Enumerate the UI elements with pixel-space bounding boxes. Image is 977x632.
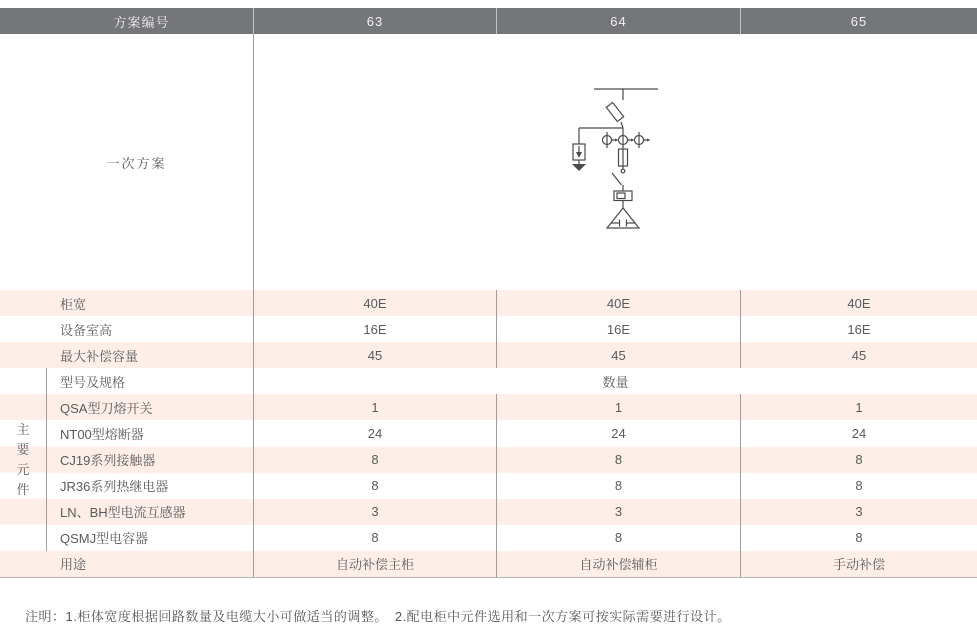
row-label-model-spec: 型号及规格 bbox=[47, 368, 253, 394]
cell-value: 3 bbox=[496, 499, 740, 525]
primary-scheme-label: 一次方案 bbox=[0, 34, 253, 290]
row-label-cabinet-width: 柜宽 bbox=[0, 290, 253, 316]
row-label-knife-fuse-switch: QSA型刀熔开关 bbox=[47, 394, 253, 420]
fuse-icon bbox=[619, 149, 628, 169]
cell-value: 40E bbox=[740, 290, 977, 316]
cell-value: 8 bbox=[253, 447, 496, 473]
row-label-equipment-room-height: 设备室高 bbox=[0, 316, 253, 342]
row-label-current-transformer: LN、BH型电流互感器 bbox=[47, 499, 253, 525]
cell-value: 8 bbox=[253, 525, 496, 551]
cell-value: 8 bbox=[740, 473, 977, 499]
footnote: 注明：1.柜体宽度根据回路数量及电缆大小可做适当的调整。 2.配电柜中元件选用和一次方案可按实际需要进行设计。 bbox=[25, 609, 731, 624]
surge-arrester-icon bbox=[573, 144, 585, 160]
scheme-number-header: 方案编号 bbox=[0, 8, 253, 34]
capacitor-delta-icon bbox=[607, 208, 639, 228]
group-label-char: 件 bbox=[16, 481, 30, 497]
cell-value: 8 bbox=[496, 525, 740, 551]
scheme-table bbox=[0, 8, 977, 578]
cell-value: 1 bbox=[253, 394, 496, 420]
scheme-63-header: 63 bbox=[253, 8, 496, 34]
current-transformer-icon bbox=[603, 132, 619, 148]
cell-value: 45 bbox=[740, 342, 977, 368]
cell-value: 45 bbox=[496, 342, 740, 368]
cell-value: 16E bbox=[253, 316, 496, 342]
ground-icon bbox=[572, 160, 586, 171]
row-label-thermal-relay: JR36系列热继电器 bbox=[47, 473, 253, 499]
cell-value: 8 bbox=[740, 447, 977, 473]
cell-value: 自动补偿辅柜 bbox=[496, 551, 740, 577]
cell-value: 3 bbox=[253, 499, 496, 525]
cell-value: 3 bbox=[740, 499, 977, 525]
group-label-char: 要 bbox=[16, 441, 30, 457]
group-label-main-components bbox=[0, 368, 47, 551]
cell-value: 8 bbox=[496, 447, 740, 473]
cell-value: 45 bbox=[253, 342, 496, 368]
group-label-char: 元 bbox=[16, 461, 30, 477]
cell-value: 1 bbox=[496, 394, 740, 420]
cell-value: 24 bbox=[740, 420, 977, 446]
row-label-max-compensation: 最大补偿容量 bbox=[0, 342, 253, 368]
knife-fuse-switch-icon bbox=[606, 102, 623, 128]
cell-value: 8 bbox=[496, 473, 740, 499]
primary-scheme-cell bbox=[253, 34, 977, 290]
cell-value: 24 bbox=[496, 420, 740, 446]
current-transformer-icon bbox=[619, 136, 635, 145]
scheme-65-header: 65 bbox=[740, 8, 977, 34]
cell-value: 24 bbox=[253, 420, 496, 446]
group-label-char: 主 bbox=[16, 421, 30, 437]
cell-value: 手动补偿 bbox=[740, 551, 977, 577]
cell-value: 16E bbox=[496, 316, 740, 342]
circuit-diagram bbox=[551, 80, 691, 235]
contactor-contact-icon bbox=[612, 169, 625, 191]
row-label-fuse: NT00型熔断器 bbox=[47, 420, 253, 446]
row-label-contactor: CJ19系列接触器 bbox=[47, 447, 253, 473]
cell-value: 1 bbox=[740, 394, 977, 420]
row-label-usage: 用途 bbox=[0, 551, 253, 577]
cell-value: 40E bbox=[496, 290, 740, 316]
cell-value: 8 bbox=[740, 525, 977, 551]
current-transformer-icon bbox=[635, 132, 651, 148]
cell-value: 16E bbox=[740, 316, 977, 342]
thermal-relay-icon bbox=[614, 191, 632, 208]
cell-value: 自动补偿主柜 bbox=[253, 551, 496, 577]
cell-value: 40E bbox=[253, 290, 496, 316]
row-label-capacitor: QSMJ型电容器 bbox=[47, 525, 253, 551]
cell-value: 8 bbox=[253, 473, 496, 499]
quantity-header-cell: 数量 bbox=[253, 368, 977, 394]
scheme-64-header: 64 bbox=[496, 8, 740, 34]
